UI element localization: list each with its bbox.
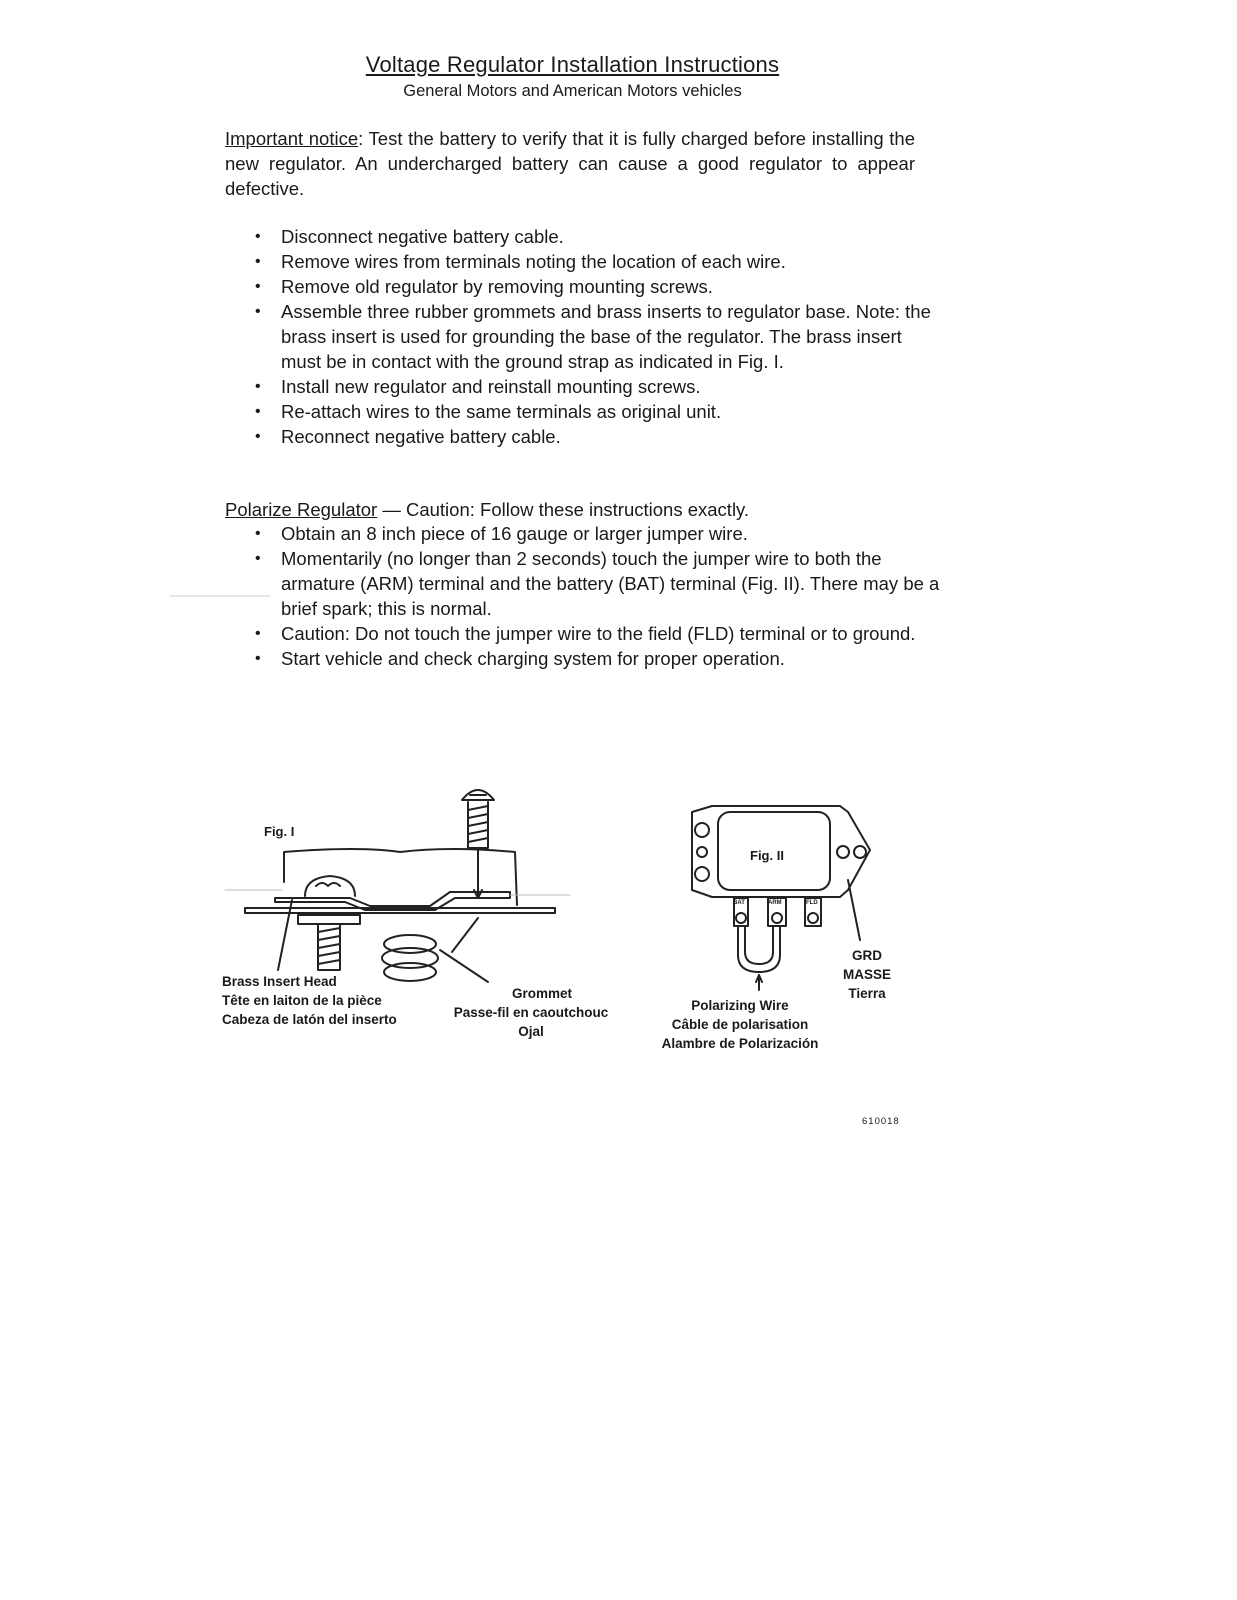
document-code: 610018 [862, 1116, 900, 1127]
caption-line: Tierra [848, 986, 886, 1001]
notice-label: Important notice [225, 128, 359, 149]
polarizing-wire-caption [640, 996, 840, 1053]
caption-line: Passe-fil en caoutchouc [453, 1005, 609, 1020]
list-item: • Remove old regulator by removing mounting screws. [281, 274, 941, 299]
document-title: Voltage Regulator Installation Instructions [365, 52, 780, 77]
polarize-label: Polarize Regulator [225, 499, 378, 520]
list-item: • Momentarily (no longer than 2 seconds) touch the jumper wire to both the armature (ARM) terminal and the battery (BAT) terminal (Fig. II). There may be a brief spark; this is normal. [281, 546, 941, 621]
terminal-arm-label: ARM [768, 900, 782, 906]
caption-line: Grommet [511, 986, 572, 1001]
caption-line: GRD [852, 948, 882, 963]
list-item: • Start vehicle and check charging system for proper operation. [281, 646, 941, 671]
list-item: • Reconnect negative battery cable. [281, 424, 941, 449]
caption-line: Cabeza de latón del inserto [222, 1012, 397, 1027]
caption-line: Ojal [518, 1024, 544, 1039]
list-item: • Remove wires from terminals noting the location of each wire. [281, 249, 941, 274]
caption-line: Polarizing Wire [691, 998, 789, 1013]
caption-line: Tête en laiton de la pièce [222, 993, 382, 1008]
notice-text: : Test the battery to verify that it is fully charged before installing the new regulator. An undercharged battery can cause a good regulator to appear defective. [225, 128, 915, 199]
list-item: • Caution: Do not touch the jumper wire to the field (FLD) terminal or to ground. [281, 621, 941, 646]
list-item: • Re-attach wires to the same terminals as original unit. [281, 399, 941, 424]
caption-line: Alambre de Polarización [661, 1036, 819, 1051]
caption-line: Câble de polarisation [671, 1017, 809, 1032]
document-subtitle: General Motors and American Motors vehicles [403, 82, 742, 100]
fig1-regulator-drawing [245, 790, 555, 982]
caption-line: MASSE [842, 967, 891, 982]
caption-line: Brass Insert Head [222, 974, 337, 989]
fig2-label: Fig. II [750, 848, 784, 863]
list-item: • Assemble three rubber grommets and brass inserts to regulator base. Note: the brass insert is used for grounding the base of the regulator. The brass insert must be in contact with the ground strap as indicated in Fig. I. [281, 299, 941, 374]
terminal-bat-label: BAT [733, 900, 745, 906]
list-item: • Disconnect negative battery cable. [281, 224, 941, 249]
polarize-text: — Caution: Follow these instructions exactly. [377, 499, 750, 520]
terminal-fld-label: FLD [806, 900, 818, 906]
grommet-caption [436, 984, 626, 1041]
brass-insert-caption [222, 972, 397, 1029]
fig1-label: Fig. I [264, 824, 295, 839]
list-item: • Install new regulator and reinstall mounting screws. [281, 374, 941, 399]
ground-caption [832, 946, 902, 1003]
list-item: • Obtain an 8 inch piece of 16 gauge or larger jumper wire. [281, 521, 941, 546]
